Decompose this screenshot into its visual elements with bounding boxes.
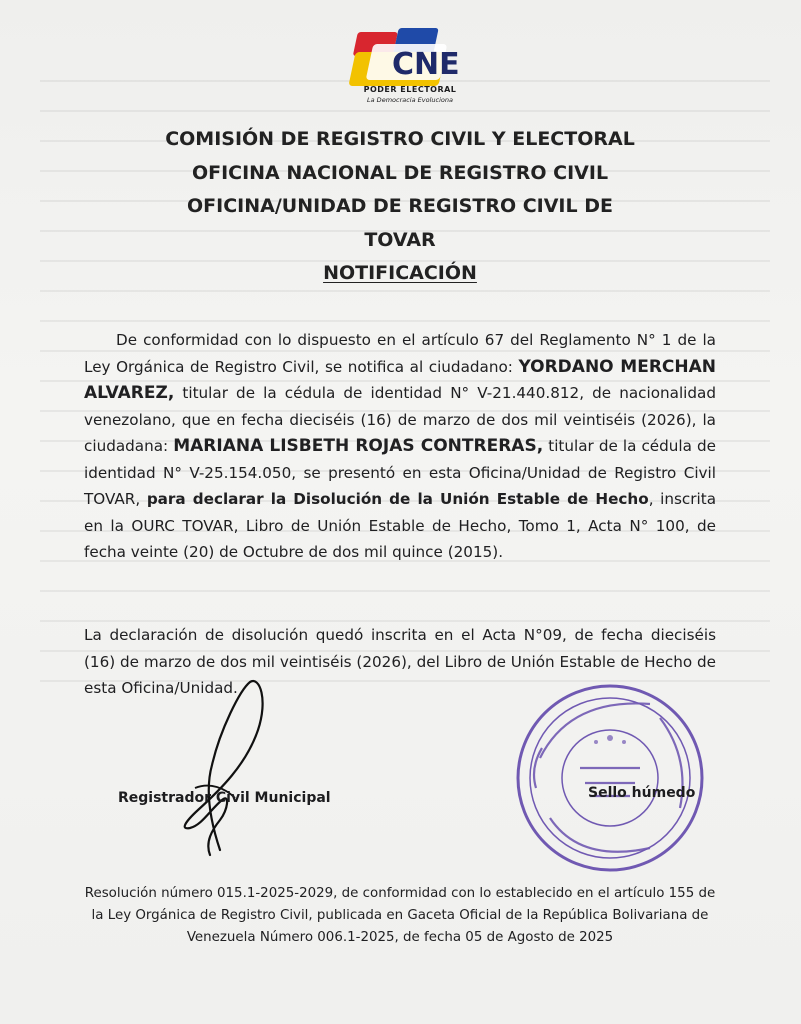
svg-text:CNE: CNE — [392, 47, 460, 82]
registration-paragraph: La declaración de disolución quedó inscrita en el Acta N°09, de fecha dieciséis (16) de marzo de dos mil veintiséis (2026), del Libro de Unión Estable de Hecho de esta Oficina/Unidad. — [84, 626, 716, 697]
heading-line-3: OFICINA/UNIDAD DE REGISTRO CIVIL DE — [187, 195, 613, 217]
official-seal — [510, 678, 710, 878]
footer-resolution: Resolución número 015.1-2025-2029, de conformidad con lo establecido en el artículo 155 de la Ley Orgánica de Registro Civil, publicada en Gaceta Oficial de la República Bolivariana de Venezuela Número 006.1-2025, de fecha 05 de Agosto de 2025 — [84, 886, 716, 945]
p1-text-d: , inscrita en la OURC TOVAR, Libro de Unión Estable de Hecho, Tomo 1, Acta N° 100, de fecha veinte (20) de Octubre de dos mil quince (2015). — [84, 490, 716, 561]
notification-paragraph — [84, 327, 716, 566]
logo-subtitle: PODER ELECTORAL — [363, 85, 457, 94]
heading-line-1: COMISIÓN DE REGISTRO CIVIL Y ELECTORAL — [165, 128, 635, 150]
declaration-purpose: para declarar la Disolución de la Unión Estable de Hecho — [146, 490, 649, 508]
p1-text-c: titular de la cédula de identidad N° V-25.154.050, se presentó en esta Oficina/Unidad de Registro Civil TOVAR, — [84, 437, 716, 508]
p1-text-a: De conformidad con lo dispuesto en el artículo 67 del Reglamento N° 1 de la Ley Orgánica de Registro Civil, se notifica al ciudadano: — [84, 331, 716, 376]
heading-line-2: OFICINA NACIONAL DE REGISTRO CIVIL — [191, 162, 609, 184]
heading-line-4: TOVAR — [364, 229, 436, 251]
logo-slogan: La Democracia Evoluciona — [367, 96, 453, 104]
p1-text-b: titular de la cédula de identidad N° V-21.440.812, de nacionalidad venezolano, que en fecha dieciséis (16) de marzo de dos mil veintiséis (2026), la ciudadana: — [84, 384, 716, 455]
handwritten-signature — [150, 670, 290, 870]
notified-citizen-name: YORDANO MERCHAN ALVAREZ, — [84, 356, 716, 403]
declarant-name: MARIANA LISBETH ROJAS CONTRERAS, — [173, 436, 544, 456]
document-title: NOTIFICACIÓN — [323, 262, 477, 284]
seal-label: Sello húmedo — [588, 785, 696, 801]
registrar-signature-label: Registrador Civil Municipal — [118, 790, 331, 806]
